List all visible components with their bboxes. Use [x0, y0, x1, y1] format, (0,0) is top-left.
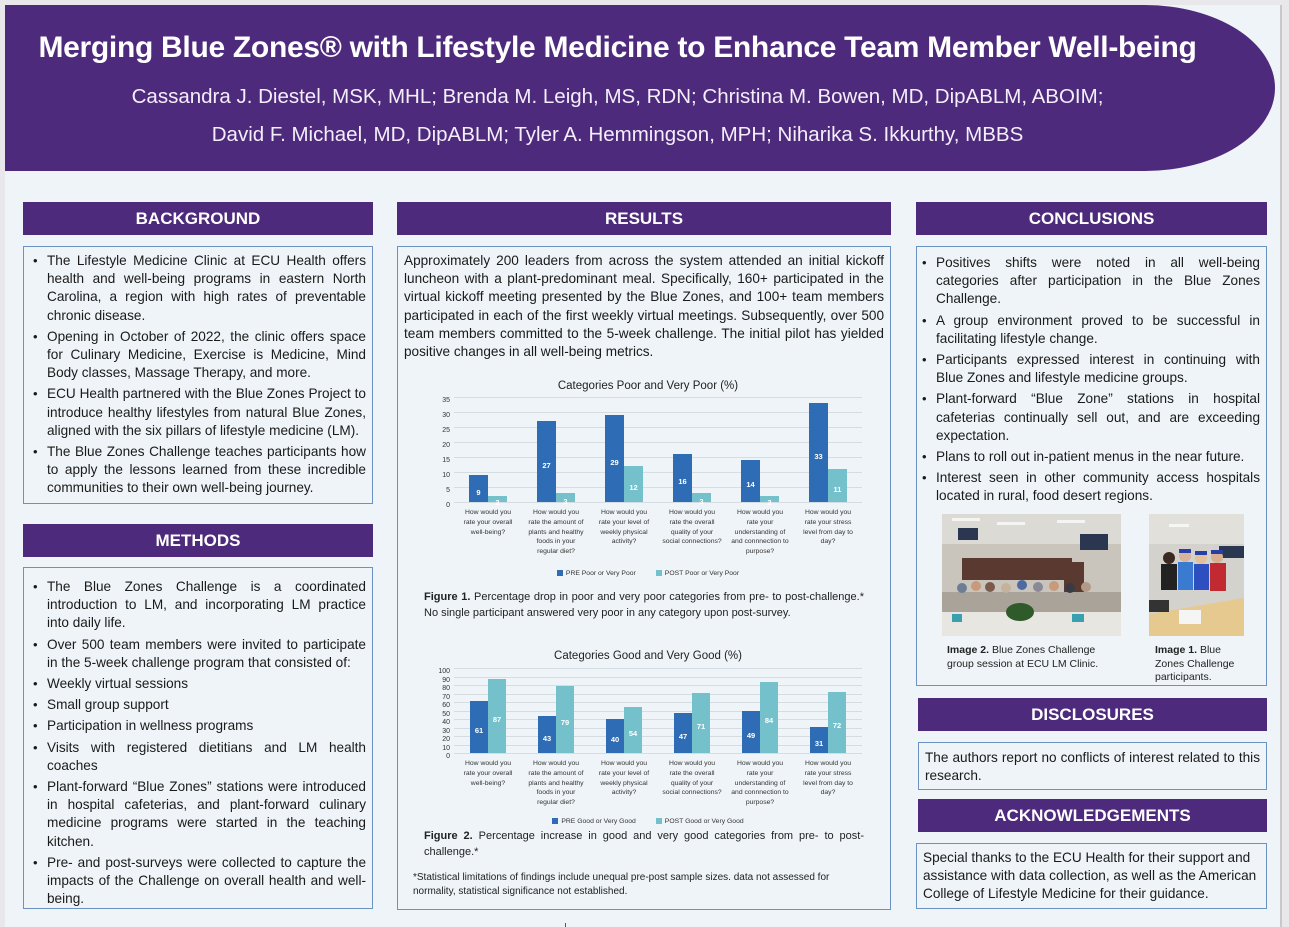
acknowledgements-heading: ACKNOWLEDGEMENTS	[918, 799, 1267, 832]
methods-bullet: • Over 500 team members were invited to participate in the 5-week challenge program that consisted of:	[30, 636, 366, 672]
authors-line-1: Cassandra J. Diestel, MSK, MHL; Brenda M. Leigh, MS, RDN; Christina M. Bowen, MD, DipABLM, ABOIM;	[131, 85, 1104, 108]
methods-bullet: • Small group support	[30, 696, 366, 714]
y-tick-label: 30	[442, 412, 450, 419]
bar-pre	[741, 460, 760, 502]
data-label: 16	[678, 477, 687, 486]
chart-legend	[418, 565, 878, 583]
y-tick-label: 10	[442, 744, 450, 752]
y-tick-label: 35	[442, 397, 450, 404]
methods-bullet: • Weekly virtual sessions	[30, 675, 366, 693]
data-label: 79	[560, 718, 570, 728]
bar-pre	[742, 711, 760, 753]
y-tick-label: 5	[446, 487, 450, 494]
conclusions-list	[919, 254, 1260, 506]
statistical-footnote: *Statistical limitations of findings include unequal pre-post sample sizes. data not assessed for normality, statistical significance not established.	[413, 872, 830, 897]
background-box	[23, 246, 373, 504]
y-tick-label: 40	[442, 719, 450, 726]
gridline	[454, 397, 862, 398]
x-category-label: How would you rate your level of weekly physical activity?	[598, 509, 650, 546]
background-bullet: • The Blue Zones Challenge teaches participants how to apply the lessons learned from these incredible communities to their own well-being journey.	[30, 443, 366, 498]
participants-photo	[1149, 514, 1244, 636]
poster-title: Merging Blue Zones® with Lifestyle Medicine to Enhance Team Member Well-being	[38, 31, 1197, 64]
chart-poor-very-poor	[418, 375, 878, 575]
conclusions-bullet: • Participants expressed interest in continuing with Blue Zones and lifestyle medicine groups.	[919, 351, 1260, 387]
data-label: 71	[696, 721, 706, 731]
x-category-label: How would you rate the amount of plants and healthy foods in your regular diet?	[528, 760, 584, 807]
results-box	[397, 246, 891, 910]
gridline	[454, 702, 862, 703]
cursor-marker	[565, 923, 566, 927]
background-bullet: • Opening in October of 2022, the clinic offers space for Culinary Medicine, Exercise is Medicine, Mind Body classes, Massage Therapy, and more.	[30, 328, 366, 383]
x-category-label: How would you rate the overall quality of your social connections?	[662, 509, 722, 546]
disclosures-heading: DISCLOSURES	[918, 698, 1267, 731]
image-1-caption: Image 1. Blue Zones Challenge participants.	[1155, 644, 1235, 683]
gridline	[454, 745, 862, 746]
bar-pre	[810, 727, 828, 753]
bar-pre	[538, 716, 556, 753]
gridline	[454, 668, 862, 669]
gridline	[454, 502, 862, 503]
x-category-label: How would you rate the amount of plants and healthy foods in your regular diet?	[528, 509, 584, 556]
gridline	[454, 694, 862, 695]
results-heading: RESULTS	[397, 202, 891, 235]
gridline	[454, 677, 862, 678]
background-bullet: • ECU Health partnered with the Blue Zones Project to introduce healthy lifestyles from natural Blue Zones, aligned with the six pillars of lifestyle medicine (LM).	[30, 385, 366, 440]
data-label: 33	[814, 451, 823, 461]
data-label: 40	[610, 735, 620, 744]
x-category-label: How would you rate your stress level from day to day?	[803, 760, 853, 797]
y-tick-label: 20	[442, 442, 450, 449]
gridline	[454, 711, 862, 712]
x-category-label: How would you rate your overall well-being?	[463, 509, 513, 536]
chart-good-very-good	[418, 645, 878, 827]
conclusions-bullet: • Plans to roll out in-patient menus in the near future.	[919, 448, 1260, 466]
bar-pre	[605, 415, 624, 502]
bar-pre	[469, 475, 488, 502]
title-banner	[5, 5, 1275, 171]
bar-post	[828, 469, 847, 502]
methods-heading: METHODS	[23, 524, 373, 557]
image-1-label: Image 1.	[1155, 644, 1198, 656]
conclusions-bullet: • Plant-forward “Blue Zone” stations in hospital cafeterias continually sell out, and are exceeding expectation.	[919, 390, 1260, 445]
bar-post	[624, 466, 643, 502]
image-2-caption: Image 2. Blue Zones Challenge group session at ECU LM Clinic.	[947, 644, 1099, 670]
bar-pre	[674, 713, 692, 753]
disclosures-text: The authors report no conflicts of interest related to this research.	[918, 742, 1267, 790]
y-tick-label: 20	[442, 736, 450, 743]
data-label: 61	[474, 726, 484, 736]
gridline	[454, 719, 862, 720]
y-tick-label: 60	[442, 702, 450, 709]
x-category-label: How would you rate your understanding of and connnection to purpose?	[731, 509, 789, 556]
data-label: 49	[746, 731, 756, 741]
gridline	[454, 753, 862, 754]
bar-post	[556, 686, 574, 753]
bar-pre	[809, 403, 828, 502]
gridline	[454, 442, 862, 443]
y-tick-label: 0	[446, 502, 450, 509]
gridline	[454, 472, 862, 473]
data-label: 87	[492, 715, 502, 725]
data-label: 54	[628, 729, 638, 739]
gridline	[454, 728, 862, 729]
conclusions-heading: CONCLUSIONS	[916, 202, 1267, 235]
y-tick-label: 0	[446, 753, 450, 760]
data-label: 72	[832, 721, 842, 731]
data-label: 14	[746, 480, 755, 489]
data-label: 29	[610, 457, 619, 467]
x-category-label: How would you rate your stress level from day to day?	[803, 509, 853, 546]
y-tick-label: 80	[442, 685, 450, 692]
x-category-label: How would you rate your overall well-being?	[463, 760, 513, 787]
acknowledgements-text: Special thanks to the ECU Health for their support and assistance with data collection, as well as the American College of Lifestyle Medicine for their guidance.	[916, 843, 1267, 909]
data-label: 47	[678, 732, 688, 742]
figure-1-caption: Figure 1. Percentage drop in poor and very poor categories from pre- to post-challenge.* No single participant answered very poor in any category upon post-survey.	[424, 591, 864, 619]
methods-list	[30, 578, 366, 908]
y-tick-label: 30	[442, 727, 450, 735]
data-label: 2	[495, 498, 500, 507]
methods-bullet: • Visits with registered dietitians and LM health coaches	[30, 739, 366, 775]
y-tick-label: 10	[442, 472, 450, 479]
gridline	[454, 736, 862, 737]
bar-pre	[673, 454, 692, 502]
legend-item: PRE Poor or Very Poor	[557, 570, 636, 577]
plot-area	[454, 397, 862, 507]
bar-post	[760, 682, 778, 753]
bar-post	[828, 692, 846, 753]
bar-post	[624, 707, 642, 753]
figure-1-label: Figure 1.	[424, 591, 471, 603]
y-tick-label: 15	[442, 457, 450, 464]
bar-pre	[470, 701, 488, 753]
methods-bullet: • Participation in wellness programs	[30, 717, 366, 735]
data-label: 2	[767, 498, 772, 507]
bar-pre	[606, 719, 624, 753]
bar-pre	[537, 421, 556, 502]
chart-title: Categories Good and Very Good (%)	[554, 650, 742, 662]
legend-item: PRE Good or Very Good	[552, 818, 635, 825]
y-tick-label: 25	[442, 427, 450, 434]
background-list	[30, 252, 366, 498]
bar-post	[760, 496, 779, 507]
image-2-label: Image 2.	[947, 644, 990, 656]
background-heading: BACKGROUND	[23, 202, 373, 235]
data-label: 11	[833, 484, 842, 494]
data-label: 31	[814, 738, 824, 748]
data-label: 3	[699, 496, 704, 506]
plot-area	[454, 668, 862, 753]
bar-post	[556, 493, 575, 506]
legend-item: POST Poor or Very Poor	[656, 570, 739, 577]
conclusions-bullet: • Positives shifts were noted in all well-being categories after participation in the Blue Zones Challenge.	[919, 254, 1260, 309]
data-label: 27	[542, 460, 551, 470]
bar-post	[692, 493, 711, 506]
conclusions-bullet: • Interest seen in other community access hospitals located in rural, food desert regions.	[919, 469, 1260, 505]
figure-2-caption: Figure 2. Percentage increase in good and very good categories from pre- to post-challenge.*	[424, 830, 865, 858]
y-tick-label: 100	[438, 668, 450, 675]
legend-item: POST Good or Very Good	[656, 818, 744, 825]
data-label: 84	[764, 716, 774, 726]
methods-bullet: • Plant-forward “Blue Zones” stations were introduced in hospital cafeterias, and plant-forward culinary medicine programs were started in the teaching kitchen.	[30, 778, 366, 851]
figure-2-label: Figure 2.	[424, 830, 473, 842]
group-session-photo	[942, 514, 1121, 636]
gridline	[454, 685, 862, 686]
poster	[5, 5, 1282, 927]
data-label: 43	[542, 733, 552, 743]
gridline	[454, 487, 862, 488]
conclusions-box	[916, 246, 1267, 686]
methods-bullet: • Pre- and post-surveys were collected to capture the impacts of the Challenge on overall health and well-being.	[30, 854, 366, 909]
conclusions-bullet: • A group environment proved to be successful in facilitating lifestyle change.	[919, 312, 1260, 348]
gridline	[454, 412, 862, 413]
data-label: 12	[629, 483, 638, 492]
authors-line-2: David F. Michael, MD, DipABLM; Tyler A. Hemmingson, MPH; Niharika S. Ikkurthy, MBBS	[211, 123, 1024, 146]
x-category-label: How would you rate your understanding of and connnection to purpose?	[731, 760, 789, 807]
gridline	[454, 457, 862, 458]
x-category-label: How would you rate your level of weekly physical activity?	[598, 760, 650, 797]
bar-post	[488, 679, 506, 753]
y-tick-label: 90	[442, 676, 450, 684]
y-tick-label: 70	[442, 693, 450, 701]
methods-box	[23, 567, 373, 909]
data-label: 9	[476, 487, 481, 497]
gridline	[454, 427, 862, 428]
bar-post	[488, 496, 507, 507]
chart-title: Categories Poor and Very Poor (%)	[557, 380, 739, 392]
y-tick-label: 50	[442, 710, 450, 718]
x-category-label: How would you rate the overall quality of your social connections?	[662, 760, 722, 797]
background-bullet: • The Lifestyle Medicine Clinic at ECU Health offers health and well-being programs in eastern North Carolina, a region with high rates of preventable chronic disease.	[30, 252, 366, 325]
methods-bullet: • The Blue Zones Challenge is a coordinated introduction to LM, and incorporating LM practice into daily life.	[30, 578, 366, 633]
results-intro: Approximately 200 leaders from across the system attended an initial kickoff luncheon with a plant-predominant meal. Specifically, 160+ participated in the virtual kickoff meeting presented by the Blue Zones, and 100+ team members participated in each of the first weekly virtual meetings. Subsequently, over 500 team members committed to the 5-week challenge. The initial pilot has yielded positive changes in all well-being metrics.	[404, 253, 884, 360]
bar-post	[692, 693, 710, 753]
data-label: 3	[563, 496, 568, 506]
